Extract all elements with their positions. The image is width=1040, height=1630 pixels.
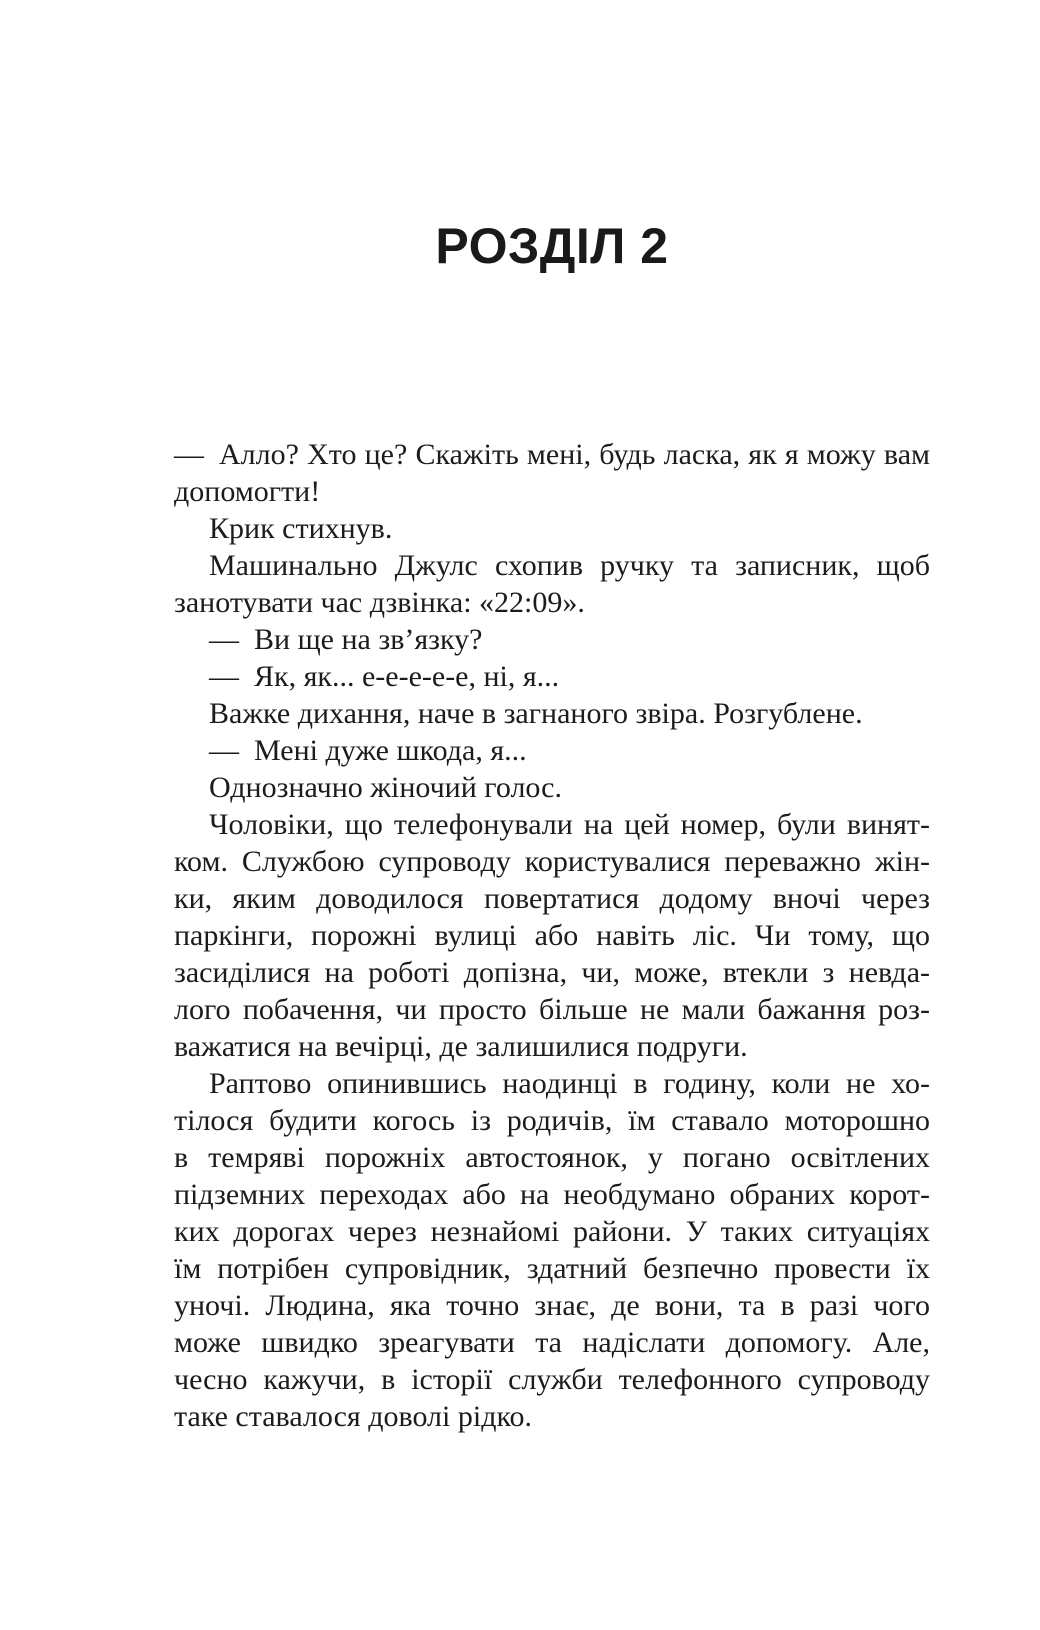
paragraph [174,436,930,510]
text-line: — Алло? Хто це? Скажіть мені, будь ласка, як я можу вам [174,438,930,471]
text-line: Машинально Джулс схопив ручку та записник, щоб [209,549,930,582]
text-line: уночі. Людина, яка точно знає, де вони, та в разі чого [174,1289,930,1322]
text-line: паркінги, порожні вулиці або навіть ліс. Чи тому, що [174,919,930,952]
text-line: ки, яким доводилося повертатися додому вночі через [174,882,930,915]
paragraph [174,732,930,769]
text-line: занотувати час дзвінка: «22:09». [174,586,585,619]
paragraph [174,510,930,547]
paragraph [174,769,930,806]
text-line: важатися на вечірці, де залишилися подруги. [174,1030,748,1063]
text-line: тілося будити когось із родичів, їм ставало моторошно [174,1104,930,1137]
paragraph [174,1065,930,1435]
text-line: допомогти! [174,475,321,508]
paragraph [174,658,930,695]
text-line: Однозначно жіночий голос. [209,771,562,804]
paragraph [174,806,930,1065]
text-line: Чоловіки, що телефонували на цей номер, були винят- [209,808,930,841]
text-line: ких дорогах через незнайомі райони. У таких ситуаціях [174,1215,930,1248]
text-line: — Як, як... е-е-е-е-е, ні, я... [209,660,560,693]
text-block [174,436,930,1435]
text-line: лого побачення, чи просто більше не мали бажання роз- [174,993,930,1026]
text-line: ком. Службою супроводу користувалися переважно жін- [174,845,930,878]
paragraph [174,547,930,621]
text-line: засиділися на роботі допізна, чи, може, втекли з невда- [174,956,930,989]
text-line: Раптово опинившись наодинці в годину, коли не хо- [209,1067,930,1100]
text-line: — Мені дуже шкода, я... [209,734,527,767]
text-line: Важке дихання, наче в загнаного звіра. Розгублене. [209,697,863,730]
text-line: їм потрібен супровідник, здатний безпечно провести їх [174,1252,930,1285]
text-line: таке ставалося доволі рідко. [174,1400,533,1433]
text-line: може швидко зреагувати та надіслати допомогу. Але, [174,1326,930,1359]
text-line: Крик стихнув. [209,512,393,545]
paragraph [174,621,930,658]
text-line: — Ви ще на зв’язку? [209,623,483,656]
text-line: в темряві порожніх автостоянок, у погано освітлених [174,1141,930,1174]
chapter-heading: РОЗДІЛ 2 [435,218,669,274]
text-line: підземних переходах або на необдумано обраних корот- [174,1178,930,1211]
paragraph [174,695,930,732]
text-line: чесно кажучи, в історії служби телефонного супроводу [174,1363,930,1396]
